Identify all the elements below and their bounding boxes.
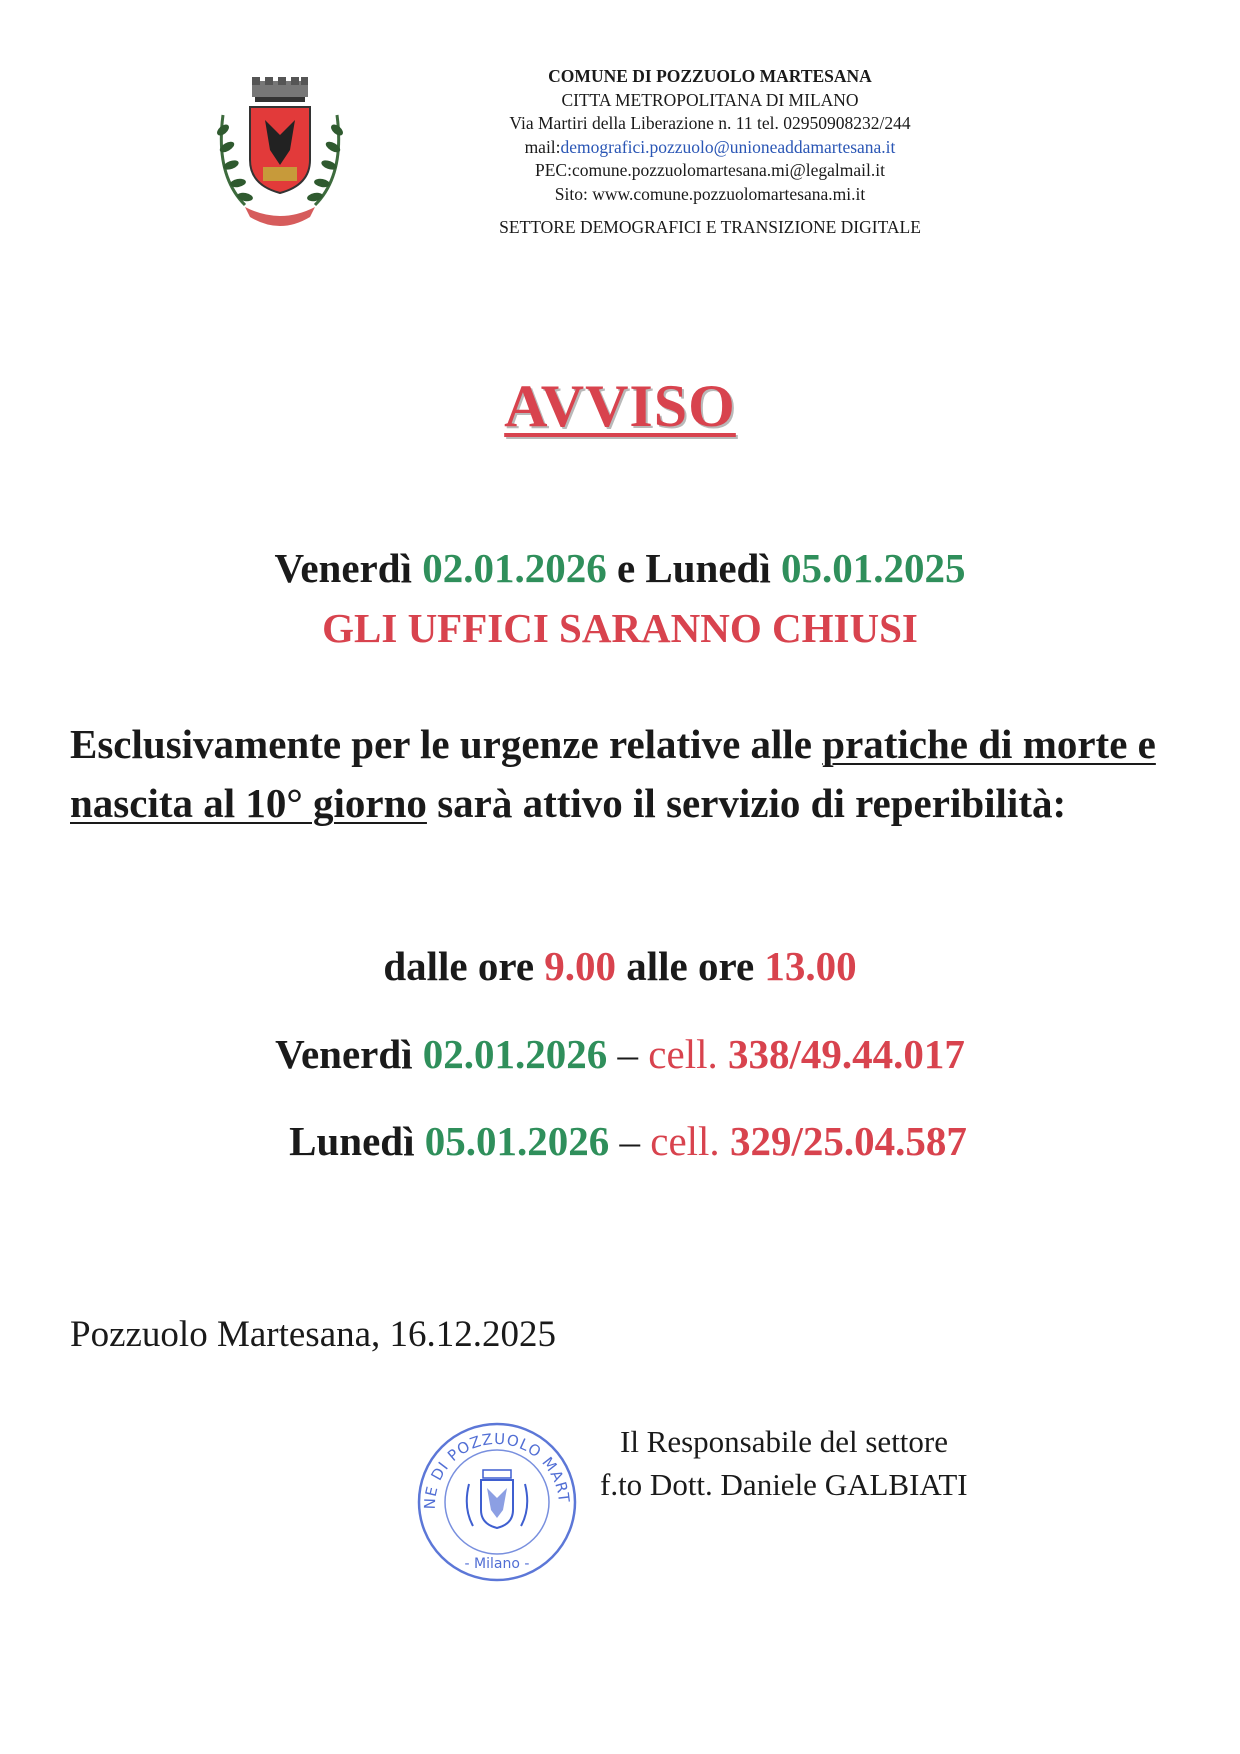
sector-name: SETTORE DEMOGRAFICI E TRANSIZIONE DIGITALE [499, 217, 921, 237]
mail-link[interactable]: demografici.pozzuolo@unioneaddamartesana.it [560, 136, 896, 157]
metro-city: CITTA METROPOLITANA DI MILANO [561, 89, 859, 110]
contact-phone-number[interactable]: 338/49.44.017 [727, 1031, 965, 1077]
notice-title: AVVISO [504, 373, 736, 439]
contact-phone-number[interactable]: 329/25.04.587 [729, 1118, 967, 1164]
closure-day-1: Venerdì [274, 545, 412, 591]
closure-day-2: Lunedì [645, 545, 771, 591]
place-and-date: Pozzuolo Martesana, 16.12.2025 [70, 1314, 557, 1355]
address-phone: Via Martiri della Liberazione n. 11 tel. 02950908232/244 [509, 113, 911, 133]
contact-row [0, 1030, 1240, 1078]
official-stamp [413, 1418, 581, 1586]
contact-dash: – [617, 1031, 639, 1077]
closure-dates [0, 544, 1240, 592]
contact-day: Venerdì [275, 1031, 413, 1077]
signature-role: Il Responsabile del settore [620, 1424, 948, 1459]
mail-label: mail: [524, 136, 561, 157]
closure-notice: GLI UFFICI SARANNO CHIUSI [322, 605, 918, 651]
contact-cell-label: cell. [648, 1031, 718, 1077]
closure-conjunction: e [616, 545, 636, 591]
paragraph-intro: Esclusivamente per le urgenze relative alle [70, 721, 813, 767]
signature-block [600, 1420, 1060, 1506]
stamp-ring-text: NE DI POZZUOLO MART [420, 1429, 574, 1510]
contact-date: 05.01.2026 [424, 1118, 610, 1164]
closure-date-2: 05.01.2025 [780, 545, 966, 591]
contact-cell-label: cell. [650, 1118, 720, 1164]
municipal-crest-logo [205, 75, 355, 240]
pec-address: PEC:comune.pozzuolomartesana.mi@legalmail.it [535, 160, 885, 180]
mail-line [400, 136, 1020, 160]
hours-to-label: alle ore [626, 943, 755, 989]
contact-day: Lunedì [289, 1118, 415, 1164]
contact-date: 02.01.2026 [422, 1031, 608, 1077]
urgency-paragraph [70, 715, 1190, 833]
hours-from-label: dalle ore [383, 943, 535, 989]
service-hours [0, 942, 1240, 990]
signature-name: f.to Dott. Daniele GALBIATI [600, 1467, 968, 1502]
hours-to: 13.00 [764, 943, 857, 989]
paragraph-underlined: pratiche di morte e nascita al 10° giorno [70, 721, 1156, 826]
hours-from: 9.00 [544, 943, 617, 989]
website: Sito: www.comune.pozzuolomartesana.mi.it [554, 183, 866, 204]
closure-date-1: 02.01.2026 [422, 545, 607, 591]
contact-row [8, 1117, 1240, 1165]
municipality-name: COMUNE DI POZZUOLO MARTESANA [548, 66, 872, 86]
stamp-bottom-text: - Milano - [464, 1556, 530, 1572]
letterhead [400, 65, 1020, 240]
paragraph-outro: sarà attivo il servizio di reperibilità: [437, 780, 1067, 826]
contact-dash: – [619, 1118, 640, 1164]
